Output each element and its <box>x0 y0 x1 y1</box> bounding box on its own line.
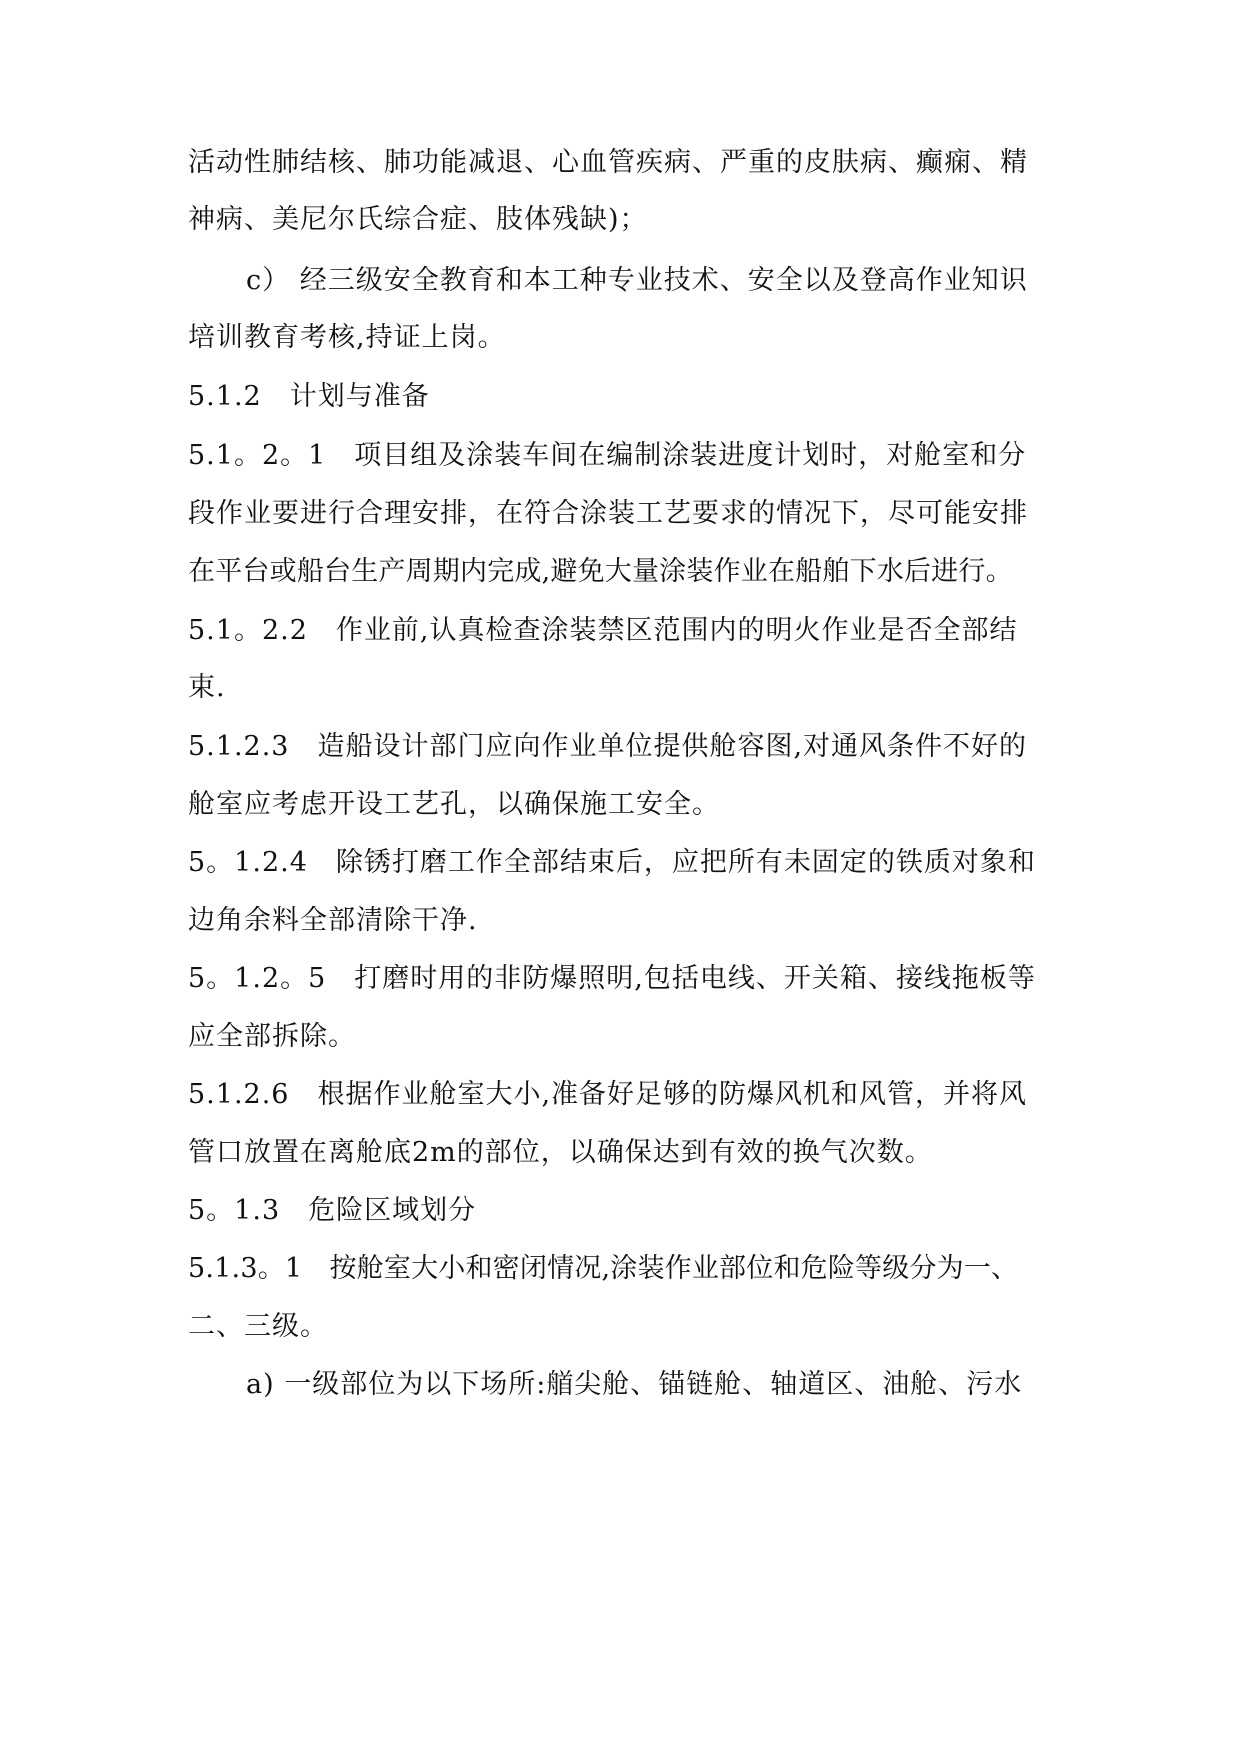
text-line: 5.1.2.6 根据作业舱室大小,准备好足够的防爆风机和风管，并将风 <box>188 1079 1028 1110</box>
text-line: 段作业要进行合理安排，在符合涂装工艺要求的情况下，尽可能安排 <box>188 498 1028 529</box>
text-line: 5。1.2。5 打磨时用的非防爆照明,包括电线、开关箱、接线拖板等 <box>188 963 1036 994</box>
section-heading: 5.1.2 计划与准备 <box>188 381 430 412</box>
text-line: 边角余料全部清除干净. <box>188 905 478 936</box>
text-line: 培训教育考核,持证上岗。 <box>188 322 506 353</box>
text-line: 在平台或船台生产周期内完成,避免大量涂装作业在船舶下水后进行。 <box>188 556 1013 587</box>
text-line: 舱室应考虑开设工艺孔，以确保施工安全。 <box>188 789 720 820</box>
text-line: c） 经三级安全教育和本工种专业技术、安全以及登高作业知识 <box>246 265 1028 296</box>
text-line: 5.1.2.3 造船设计部门应向作业单位提供舱容图,对通风条件不好的 <box>188 731 1028 762</box>
text-line: 二、三级。 <box>188 1311 328 1342</box>
text-line: 5.1。2。1 项目组及涂装车间在编制涂装进度计划时，对舱室和分 <box>188 440 1027 471</box>
text-line: a) 一级部位为以下场所:艏尖舱、锚链舱、轴道区、油舱、污水 <box>246 1369 1023 1400</box>
text-line: 5.1.3。1 按舱室大小和密闭情况,涂装作业部位和危险等级分为一、 <box>188 1253 1019 1284</box>
text-line: 应全部拆除。 <box>188 1021 356 1052</box>
text-line: 5.1。2.2 作业前,认真检查涂装禁区范围内的明火作业是否全部结 <box>188 615 1018 646</box>
text-line: 活动性肺结核、肺功能减退、心血管疾病、严重的皮肤病、癫痫、精 <box>188 147 1028 178</box>
section-heading: 5。1.3 危险区域划分 <box>188 1195 477 1226</box>
text-line: 5。1.2.4 除锈打磨工作全部结束后，应把所有未固定的铁质对象和 <box>188 847 1036 878</box>
text-line: 神病、美尼尔氏综合症、肢体残缺)； <box>188 204 648 235</box>
text-line: 束. <box>188 672 226 703</box>
text-line: 管口放置在离舱底2m的部位，以确保达到有效的换气次数。 <box>188 1137 933 1168</box>
